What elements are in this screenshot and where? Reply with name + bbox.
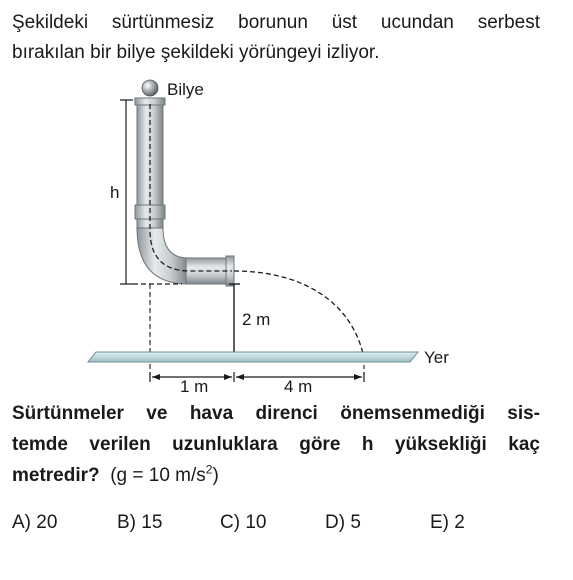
answer-options [0, 512, 573, 540]
dist1-label: 1 m [180, 377, 209, 396]
gravity-condition [110, 462, 219, 486]
option-d[interactable]: D) 5 [325, 512, 361, 533]
option-b[interactable]: B) 15 [117, 512, 163, 533]
ball [142, 80, 158, 96]
option-c[interactable]: C) 10 [220, 512, 267, 533]
intro-line-1: Şekildeki sürtünmesiz borunun üst ucundan serbest [12, 12, 540, 33]
question-line-1: Sürtünmeler ve hava direnci önemsenmediği sis- [12, 403, 540, 424]
question-line-2: temde verilen uzunluklara göre h yüksekliği kaç [12, 434, 540, 455]
ground [88, 352, 418, 362]
condition-exponent: 2 [205, 462, 213, 477]
question-line-3 [12, 460, 540, 491]
intro-line-2: bırakılan bir bilye şekildeki yörüngeyi izliyor. [12, 42, 380, 63]
pipe [135, 98, 234, 286]
h-label: h [110, 183, 120, 202]
ball-label: Bilye [167, 80, 204, 99]
height-label: 2 m [242, 310, 271, 329]
option-e[interactable]: E) 2 [430, 512, 465, 533]
ground-label: Yer [424, 348, 449, 367]
question-line-3-text: metredir? [12, 465, 100, 486]
question-text [12, 398, 540, 491]
option-a[interactable]: A) 20 [12, 512, 58, 533]
height-dimension [229, 284, 240, 362]
condition-prefix: (g = 10 m/s [110, 465, 206, 486]
dist2-label: 4 m [284, 377, 313, 396]
condition-suffix: ) [212, 465, 219, 486]
